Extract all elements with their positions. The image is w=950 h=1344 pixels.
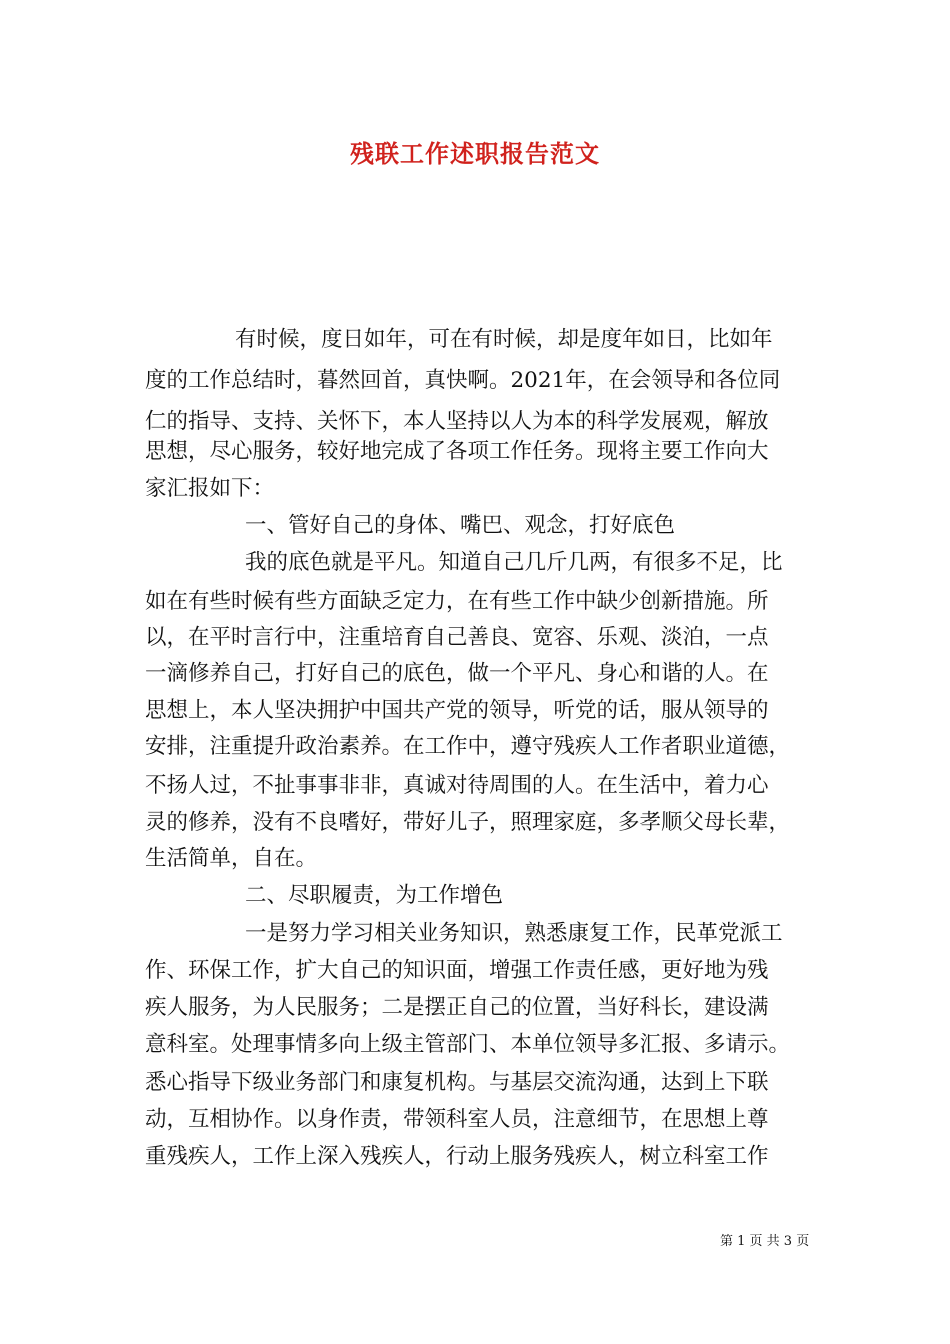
paragraph-line: 以，在平时言行中，注重培育自己善良、宽容、乐观、淡泊，一点: [145, 625, 769, 650]
paragraph-line: 疾人服务，为人民服务；二是摆正自己的位置，当好科长，建设满: [145, 995, 769, 1020]
document-title: 残联工作述职报告范文: [350, 139, 600, 168]
paragraph-line: 仁的指导、支持、关怀下，本人坚持以人为本的科学发展观，解放: [145, 409, 769, 434]
paragraph-line: 家汇报如下：: [145, 476, 275, 501]
paragraph-line: 作、环保工作，扩大自己的知识面，增强工作责任感，更好地为残: [145, 958, 769, 983]
paragraph-line: 不扬人过，不扯事事非非，真诚对待周围的人。在生活中，着力心: [145, 773, 769, 798]
paragraph-line: 重残疾人，工作上深入残疾人，行动上服务残疾人，树立科室工作: [145, 1144, 769, 1169]
paragraph-line: 灵的修养，没有不良嗜好，带好儿子，照理家庭，多孝顺父母长辈，: [145, 810, 791, 835]
paragraph-line: 意科室。处理事情多向上级主管部门、本单位领导多汇报、多请示。: [145, 1032, 791, 1057]
paragraph-line: 有时候，度日如年，可在有时候，却是度年如日，比如年: [235, 327, 773, 352]
paragraph-line: 动，互相协作。以身作责，带领科室人员，注意细节，在思想上尊: [145, 1107, 769, 1132]
section-heading: 二、尽职履责，为工作增色: [245, 883, 504, 908]
page-number-footer: 第 1 页 共 3 页: [720, 1234, 810, 1249]
paragraph-line: 思想，尽心服务，较好地完成了各项工作任务。现将主要工作向大: [145, 439, 769, 464]
paragraph-line: 如在有些时候有些方面缺乏定力，在有些工作中缺少创新措施。所: [145, 589, 769, 614]
paragraph-line: 安排，注重提升政治素养。在工作中，遵守残疾人工作者职业道德，: [145, 734, 791, 759]
paragraph-line: 悉心指导下级业务部门和康复机构。与基层交流沟通，达到上下联: [145, 1070, 769, 1095]
paragraph-line: 思想上，本人坚决拥护中国共产党的领导，听党的话，服从领导的: [145, 698, 769, 723]
paragraph-line: 一是努力学习相关业务知识，熟悉康复工作，民革党派工: [245, 921, 783, 946]
paragraph-line: 生活简单，自在。: [145, 846, 318, 871]
section-heading: 一、管好自己的身体、嘴巴、观念，打好底色: [245, 513, 676, 538]
paragraph-line: 度的工作总结时，暮然回首，真快啊。2021年，在会领导和各位同: [145, 368, 781, 393]
paragraph-line: 一滴修养自己，打好自己的底色，做一个平凡、身心和谐的人。在: [145, 661, 769, 686]
paragraph-line: 我的底色就是平凡。知道自己几斤几两，有很多不足，比: [245, 550, 783, 575]
